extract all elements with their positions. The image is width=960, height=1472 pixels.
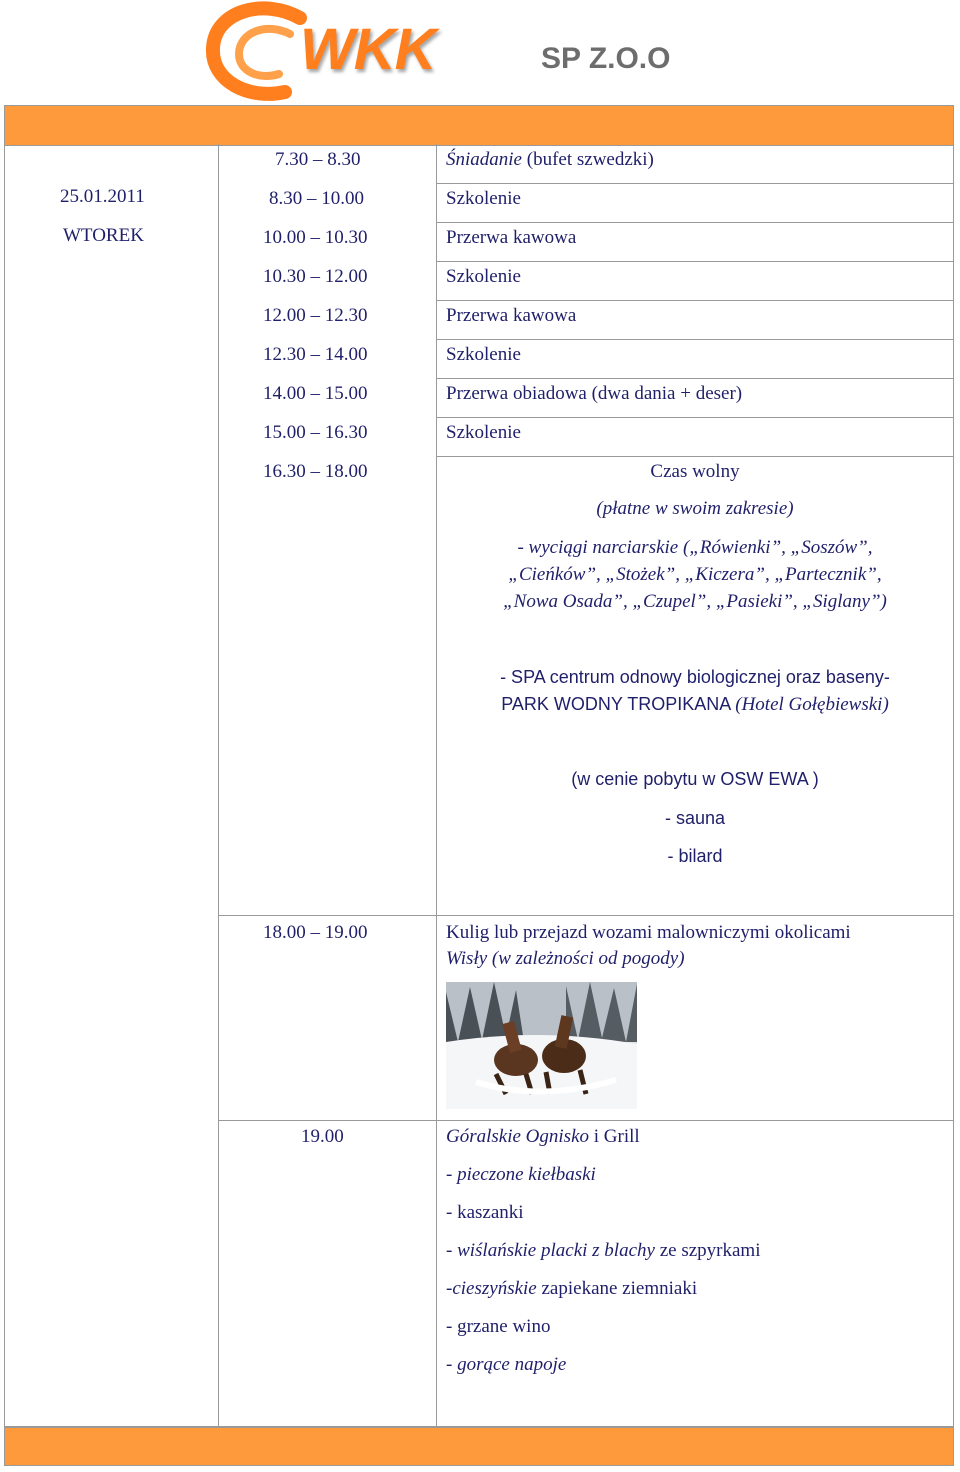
- kulig-line: Kulig lub przejazd wozami malowniczymi okolicami: [446, 922, 851, 943]
- bonfire-item: -cieszyńskie zapiekane ziemniaki: [446, 1278, 698, 1299]
- row-divider: [436, 222, 954, 223]
- activity-italic: Śniadanie: [446, 149, 522, 170]
- ski-lifts-line: „Cieńków”, „Stożek”, „Kiczera”, „Partecznik”,: [508, 564, 882, 585]
- logo-main-text: WKK: [300, 17, 436, 82]
- top-orange-bar: [4, 105, 954, 146]
- bonfire-item: - kaszanki: [446, 1202, 524, 1223]
- time-slot: 15.00 – 16.30: [263, 422, 368, 443]
- time-slot: 7.30 – 8.30: [275, 149, 361, 170]
- sauna-item: - sauna: [664, 808, 726, 828]
- spa-park-name: PARK WODNY TROPIKANA: [501, 694, 736, 714]
- logo-sub-text: SP Z.O.O: [541, 42, 671, 75]
- spa-line: - SPA centrum odnowy biologicznej oraz baseny-: [500, 667, 890, 687]
- billiard-item: - bilard: [667, 846, 723, 866]
- bonfire-title-italic: Góralskie Ognisko: [446, 1126, 590, 1147]
- row-divider: [436, 339, 954, 340]
- included-note: (w cenie pobytu w OSW EWA ): [571, 769, 819, 789]
- logo-swirl-icon: [205, 0, 315, 104]
- activity: Przerwa kawowa: [446, 227, 577, 248]
- time-slot: 12.30 – 14.00: [263, 344, 368, 365]
- bottom-orange-bar: [4, 1426, 954, 1466]
- activity: Szkolenie: [446, 344, 521, 365]
- activity: Przerwa kawowa: [446, 305, 577, 326]
- bonfire-item: - wiślańskie placki z blachy ze szpyrkami: [446, 1240, 761, 1261]
- time-slot: 8.30 – 10.00: [269, 188, 364, 209]
- activity: Szkolenie: [446, 422, 521, 443]
- activity: Przerwa obiadowa (dwa dania + deser): [446, 383, 743, 404]
- bonfire-item: - grzane wino: [446, 1316, 551, 1337]
- company-logo: [205, 0, 685, 104]
- activity: Szkolenie: [446, 188, 521, 209]
- bonfire-title: [446, 1126, 640, 1148]
- time-slot: 16.30 – 18.00: [263, 461, 368, 482]
- paid-note: (płatne w swoim zakresie): [596, 498, 794, 519]
- time-slot: 18.00 – 19.00: [263, 922, 368, 943]
- time-slot: 14.00 – 15.00: [263, 383, 368, 404]
- row-divider: [436, 378, 954, 379]
- row-divider: [436, 417, 954, 418]
- date: 25.01.2011: [60, 186, 145, 207]
- row-divider: [436, 183, 954, 184]
- row-divider: [436, 456, 954, 457]
- time-slot: 19.00: [301, 1126, 344, 1147]
- row-divider: [436, 300, 954, 301]
- activity: Szkolenie: [446, 266, 521, 287]
- activity: [446, 149, 654, 171]
- column-divider: [218, 144, 219, 1428]
- time-slot: 10.00 – 10.30: [263, 227, 368, 248]
- horse-sleigh-photo: [446, 982, 637, 1109]
- weekday: WTOREK: [63, 225, 144, 246]
- bonfire-item: - gorące napoje: [446, 1354, 567, 1375]
- kulig-line: Wisły (w zależności od pogody): [446, 948, 685, 969]
- activity-plain: (bufet szwedzki): [522, 149, 654, 170]
- spa-hotel-name: (Hotel Gołębiewski): [735, 694, 889, 715]
- bonfire-item: - pieczone kiełbaski: [446, 1164, 596, 1185]
- bonfire-title-plain: i Grill: [589, 1126, 640, 1147]
- time-slot: 10.30 – 12.00: [263, 266, 368, 287]
- free-time-title: Czas wolny: [650, 461, 740, 482]
- row-divider: [436, 261, 954, 262]
- row-divider: [218, 915, 954, 916]
- time-slot: 12.00 – 12.30: [263, 305, 368, 326]
- spa-line: [436, 693, 954, 716]
- row-divider: [218, 1120, 954, 1121]
- ski-lifts-line: „Nowa Osada”, „Czupel”, „Pasieki”, „Siglany”): [503, 591, 887, 612]
- ski-lifts-line: - wyciągi narciarskie („Rówienki”, „Soszów”,: [517, 537, 873, 558]
